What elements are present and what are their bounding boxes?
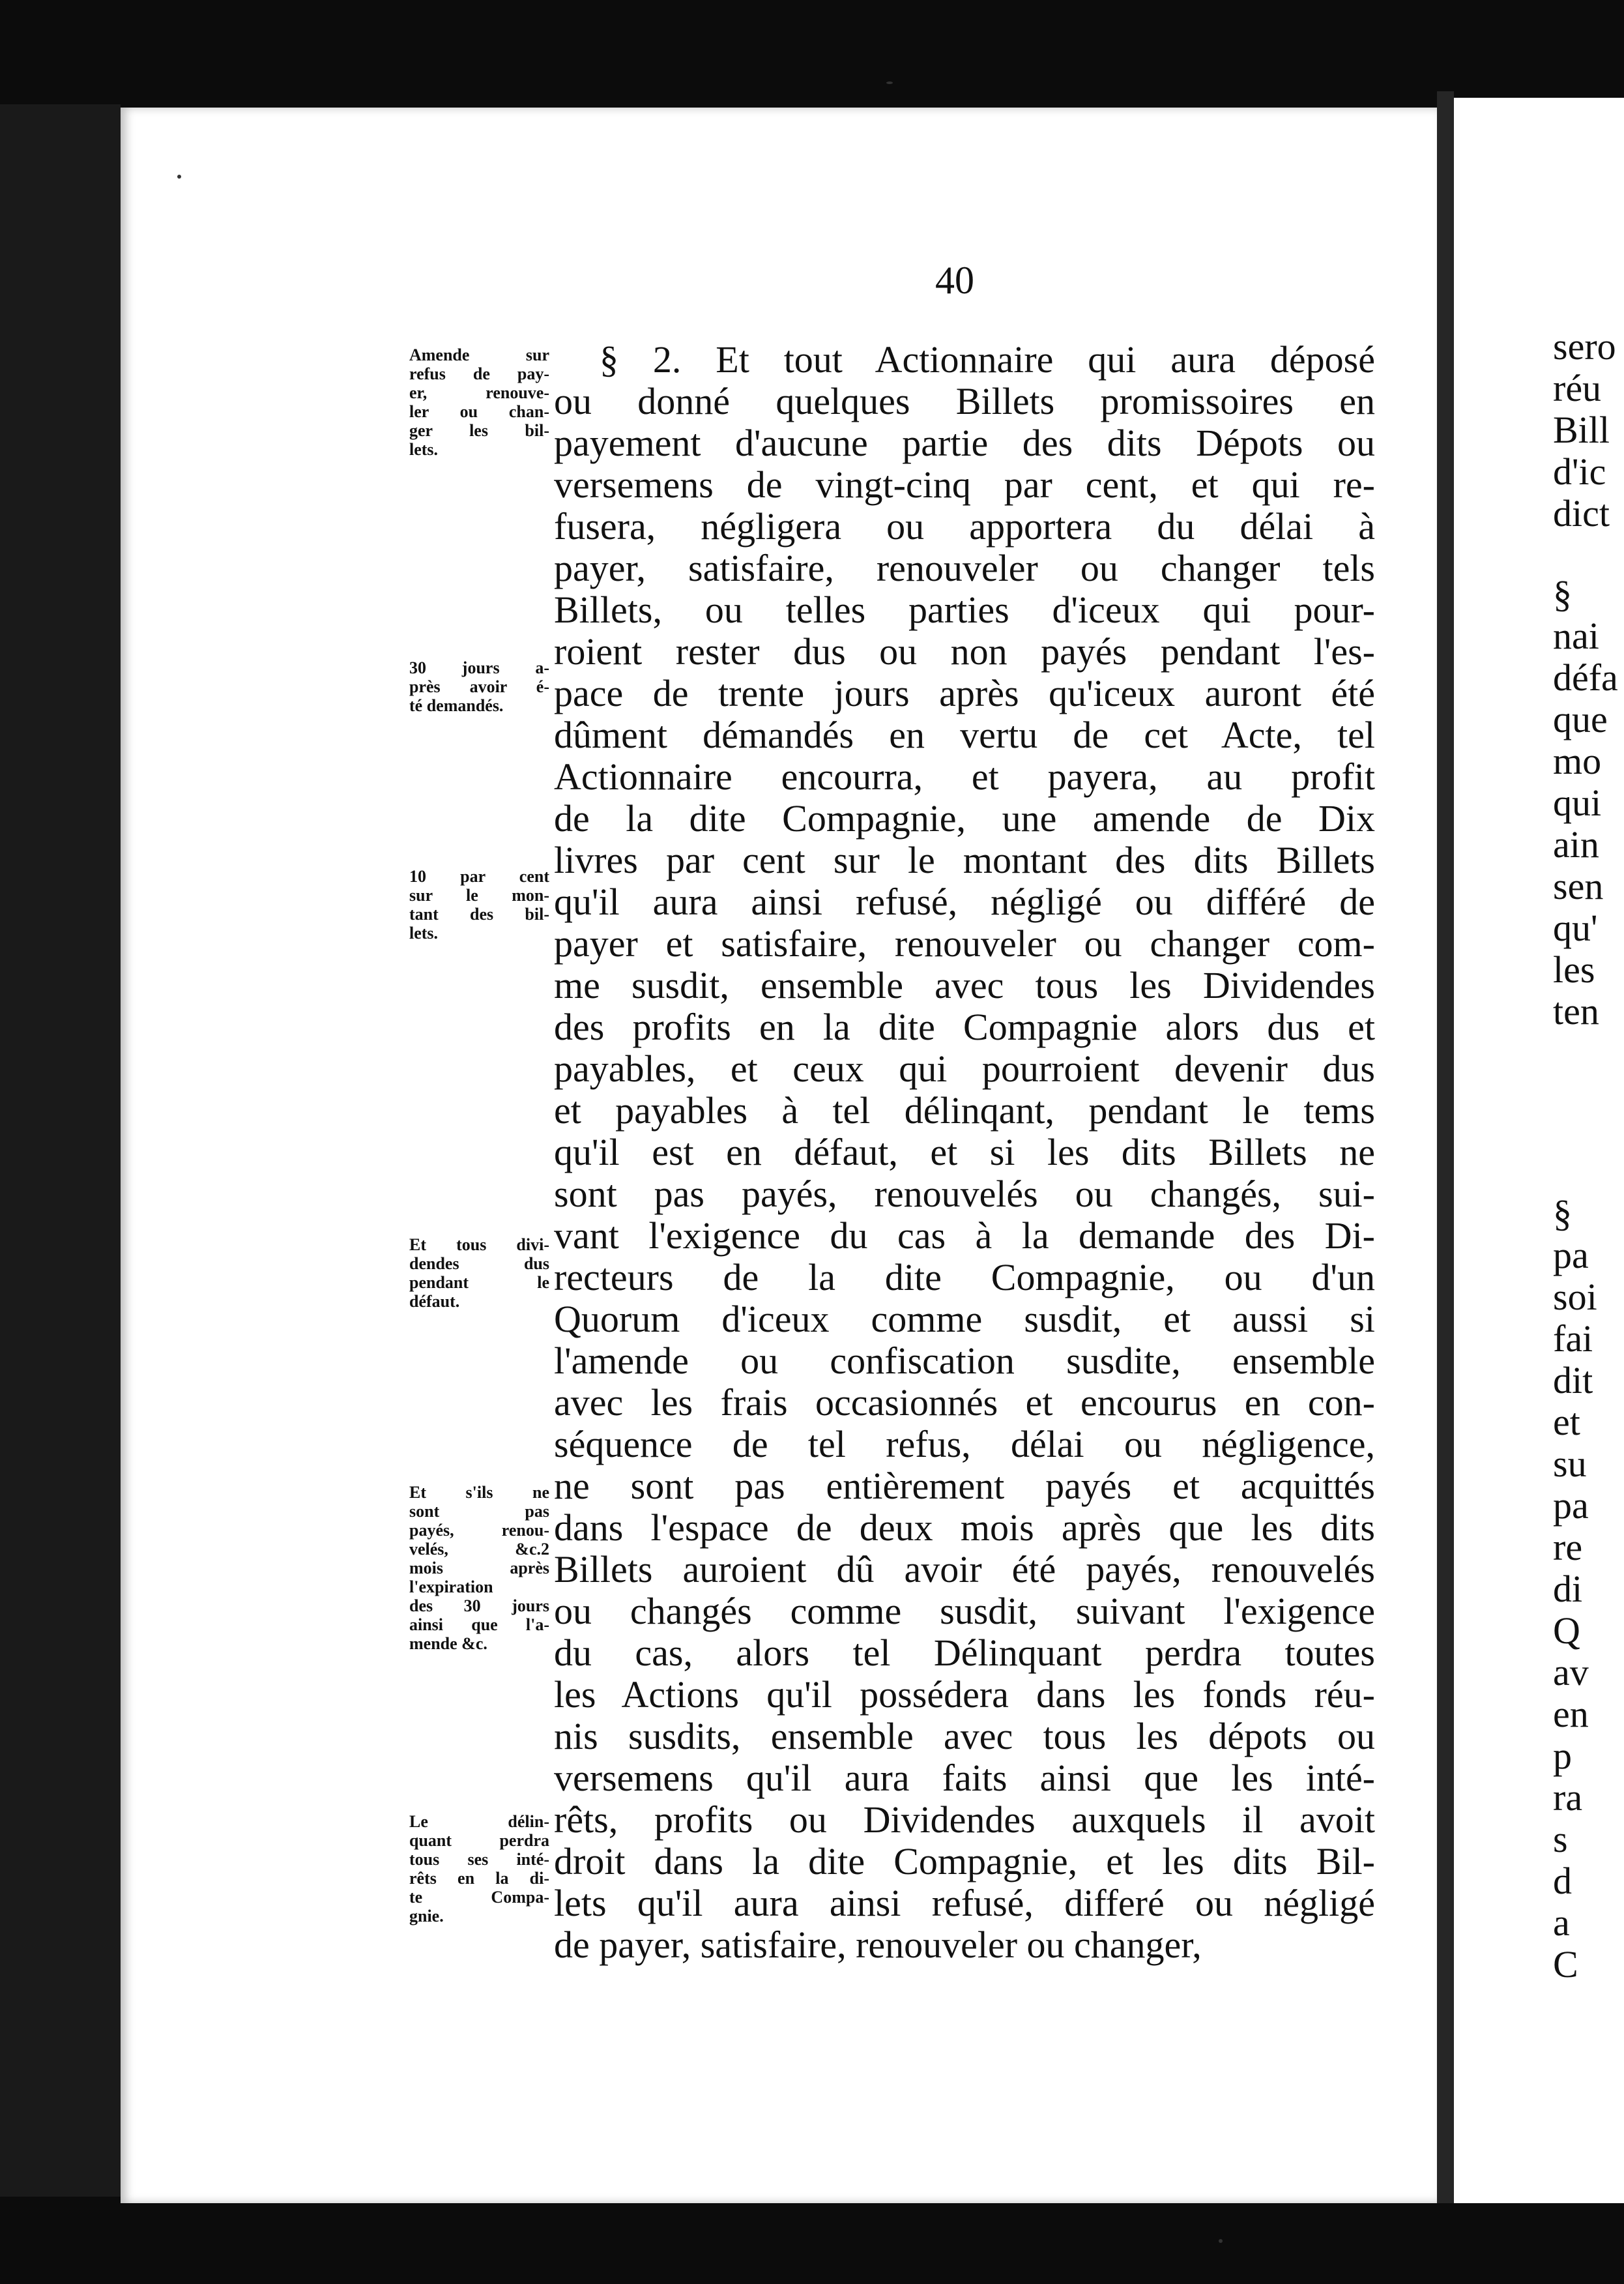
text-line: versemens de vingt-cinq par cent, et qui re- [554, 463, 1375, 506]
text-line: pace de trente jours après qu'iceux auront été [554, 672, 1375, 714]
page-number: 40 [935, 259, 974, 302]
text-line: fusera, négligera ou apportera du délai à [554, 505, 1375, 548]
text-line: qu'il est en défaut, et si les dits Billets ne [554, 1131, 1375, 1173]
facing-page-block-2 [1454, 574, 1618, 1032]
facing-page [1454, 98, 1624, 2203]
facing-page-line: § [1553, 573, 1572, 615]
text-line: dans l'espace de deux mois après que les dits [554, 1506, 1375, 1549]
text-line: ou donné quelques Billets promissoires en [554, 380, 1375, 422]
margin-note-line: l'expiration [409, 1577, 493, 1596]
text-line: des profits en la dite Compagnie alors dus et [554, 1006, 1375, 1048]
scan-speck [886, 81, 893, 84]
margin-note-line: pendant le [409, 1273, 549, 1292]
margin-note-line: tous ses inté- [409, 1850, 549, 1869]
text-line: de la dite Compagnie, une amende de Dix [554, 797, 1375, 840]
facing-page-line: pa [1553, 1484, 1589, 1527]
facing-page-line: Bill [1553, 409, 1610, 451]
text-line: Billets auroient dû avoir été payés, renouvelés [554, 1548, 1375, 1590]
margin-note-line: té demandés. [409, 696, 504, 715]
text-line: qu'il aura ainsi refusé, négligé ou différé de [554, 881, 1375, 923]
margin-note-line: mende &c. [409, 1634, 487, 1653]
margin-note-line: défaut. [409, 1292, 460, 1311]
main-text-block [554, 339, 1375, 1966]
margin-note-line: sur le mon- [409, 886, 549, 905]
margin-note [409, 345, 549, 459]
facing-page-line: re [1553, 1526, 1583, 1568]
text-line: payer et satisfaire, renouveler ou changer com- [554, 922, 1375, 965]
margin-note [409, 1483, 549, 1653]
margin-note-line: des 30 jours [409, 1596, 549, 1615]
margin-note-line: lets. [409, 440, 439, 459]
margin-note-line: près avoir é- [409, 677, 549, 696]
text-line: les Actions qu'il possédera dans les fonds réu- [554, 1673, 1375, 1716]
text-line: ou changés comme susdit, suivant l'exigence [554, 1590, 1375, 1632]
margin-note-line: payés, renou- [409, 1521, 549, 1540]
margin-note-line: tant des bil- [409, 905, 549, 924]
text-line: du cas, alors tel Délinquant perdra toutes [554, 1632, 1375, 1674]
facing-page-line: sen [1553, 865, 1604, 907]
margin-note-line: mois après [409, 1559, 549, 1577]
text-line: droit dans la dite Compagnie, et les dits Bil- [554, 1840, 1375, 1882]
margin-note-line: Amende sur [409, 345, 549, 364]
margin-note-line: ainsi que l'a- [409, 1615, 549, 1634]
text-line: livres par cent sur le montant des dits Billets [554, 839, 1375, 881]
margin-note [409, 867, 549, 943]
facing-page-line: dit [1553, 1359, 1593, 1401]
margin-note-line: gnie. [409, 1907, 444, 1925]
facing-page-line: a [1553, 1901, 1570, 1944]
text-line: Quorum d'iceux comme susdit, et aussi si [554, 1298, 1375, 1340]
margin-note-line: sont pas [409, 1502, 549, 1521]
margin-note-line: rêts en la di- [409, 1869, 549, 1888]
text-line: payables, et ceux qui pourroient devenir dus [554, 1047, 1375, 1090]
facing-page-line: Q [1553, 1609, 1580, 1652]
margin-note-line: 10 par cent [409, 867, 549, 886]
text-line: vant l'exigence du cas à la demande des Di- [554, 1214, 1375, 1257]
text-line: Actionnaire encourra, et payera, au profit [554, 755, 1375, 798]
text-line: et payables à tel délinqant, pendant le tems [554, 1089, 1375, 1132]
margin-note-line: 30 jours a- [409, 658, 549, 677]
text-line: nis susdits, ensemble avec tous les dépots ou [554, 1715, 1375, 1757]
facing-page-line: pa [1553, 1234, 1589, 1276]
facing-page-line: réu [1553, 367, 1602, 409]
facing-page-line: qui [1553, 782, 1602, 824]
facing-page-line: ra [1553, 1776, 1583, 1819]
facing-page-line: les [1553, 948, 1595, 991]
text-line: roient rester dus ou non payés pendant l'es- [554, 630, 1375, 673]
scan-speck [1219, 2239, 1223, 2243]
margin-note-line: Et tous divi- [409, 1235, 549, 1254]
margin-note-line: ger les bil- [409, 421, 549, 440]
text-line: versemens qu'il aura faits ainsi que les inté- [554, 1757, 1375, 1799]
facing-page-line: et [1553, 1401, 1580, 1443]
facing-page-line: dict [1553, 492, 1610, 534]
facing-page-line: fai [1553, 1317, 1593, 1360]
margin-note-line: Et s'ils ne [409, 1483, 549, 1502]
text-line: séquence de tel refus, délai ou négligence, [554, 1423, 1375, 1465]
text-line: recteurs de la dite Compagnie, ou d'un [554, 1256, 1375, 1298]
text-line: rêts, profits ou Dividendes auxquels il avoit [554, 1798, 1375, 1841]
margin-note-line: dendes dus [409, 1254, 549, 1273]
margin-note-line: refus de pay- [409, 364, 549, 383]
facing-page-line: d [1553, 1860, 1572, 1902]
text-line: ne sont pas entièrement payés et acquittés [554, 1465, 1375, 1507]
facing-page-block-1 [1454, 326, 1616, 534]
facing-page-line: ten [1553, 990, 1599, 1032]
margin-note [409, 1812, 549, 1925]
facing-page-line: d'ic [1553, 450, 1606, 493]
margin-note-line: er, renouve- [409, 383, 549, 402]
facing-page-line: mo [1553, 740, 1602, 782]
margin-note-line: te Compa- [409, 1888, 549, 1907]
facing-page-line: défa [1553, 656, 1618, 699]
scan-speck [177, 175, 181, 179]
facing-page-line: qu' [1553, 907, 1598, 949]
text-line: de payer, satisfaire, renouveler ou changer, [554, 1924, 1202, 1966]
facing-page-line: nai [1553, 615, 1599, 657]
scan-top-border [0, 0, 1624, 124]
margin-note [409, 1235, 549, 1311]
book-spine [1437, 91, 1454, 2203]
margin-note-line: ler ou chan- [409, 402, 549, 421]
facing-page-line: su [1553, 1442, 1587, 1485]
facing-page-line: di [1553, 1568, 1583, 1610]
facing-page-line: soi [1553, 1276, 1597, 1318]
scan-left-border [0, 104, 121, 2284]
facing-page-line: que [1553, 698, 1608, 740]
text-line: avec les frais occasionnés et encourus en con- [554, 1381, 1375, 1424]
facing-page-line: p [1553, 1735, 1572, 1777]
facing-page-line: av [1553, 1651, 1589, 1693]
text-line: sont pas payés, renouvelés ou changés, sui- [554, 1173, 1375, 1215]
text-line: me susdit, ensemble avec tous les Dividendes [554, 964, 1375, 1006]
text-line: payer, satisfaire, renouveler ou changer tels [554, 547, 1375, 589]
facing-page-line: § [1553, 1192, 1572, 1235]
text-line: lets qu'il aura ainsi refusé, differé ou négligé [554, 1882, 1375, 1924]
facing-page-block-3 [1454, 1193, 1597, 1985]
text-line: l'amende ou confiscation susdite, ensemble [554, 1340, 1375, 1382]
text-line: Billets, ou telles parties d'iceux qui pour- [554, 589, 1375, 631]
text-line: payement d'aucune partie des dits Dépots ou [554, 422, 1375, 464]
facing-page-line: C [1553, 1943, 1578, 1985]
facing-page-line: sero [1553, 325, 1616, 368]
facing-page-line: s [1553, 1818, 1568, 1860]
margin-note-line: Le délin- [409, 1812, 549, 1831]
margin-note-line: quant perdra [409, 1831, 549, 1850]
margin-note-line: velés, &c.2 [409, 1540, 549, 1559]
margin-note-line: lets. [409, 924, 439, 943]
facing-page-line: en [1553, 1693, 1589, 1735]
text-line: § 2. Et tout Actionnaire qui aura déposé [600, 338, 1375, 381]
margin-note [409, 658, 549, 715]
facing-page-line: ain [1553, 823, 1599, 866]
scan-bottom-border [0, 2197, 1624, 2284]
text-line: dûment démandés en vertu de cet Acte, tel [554, 714, 1375, 756]
